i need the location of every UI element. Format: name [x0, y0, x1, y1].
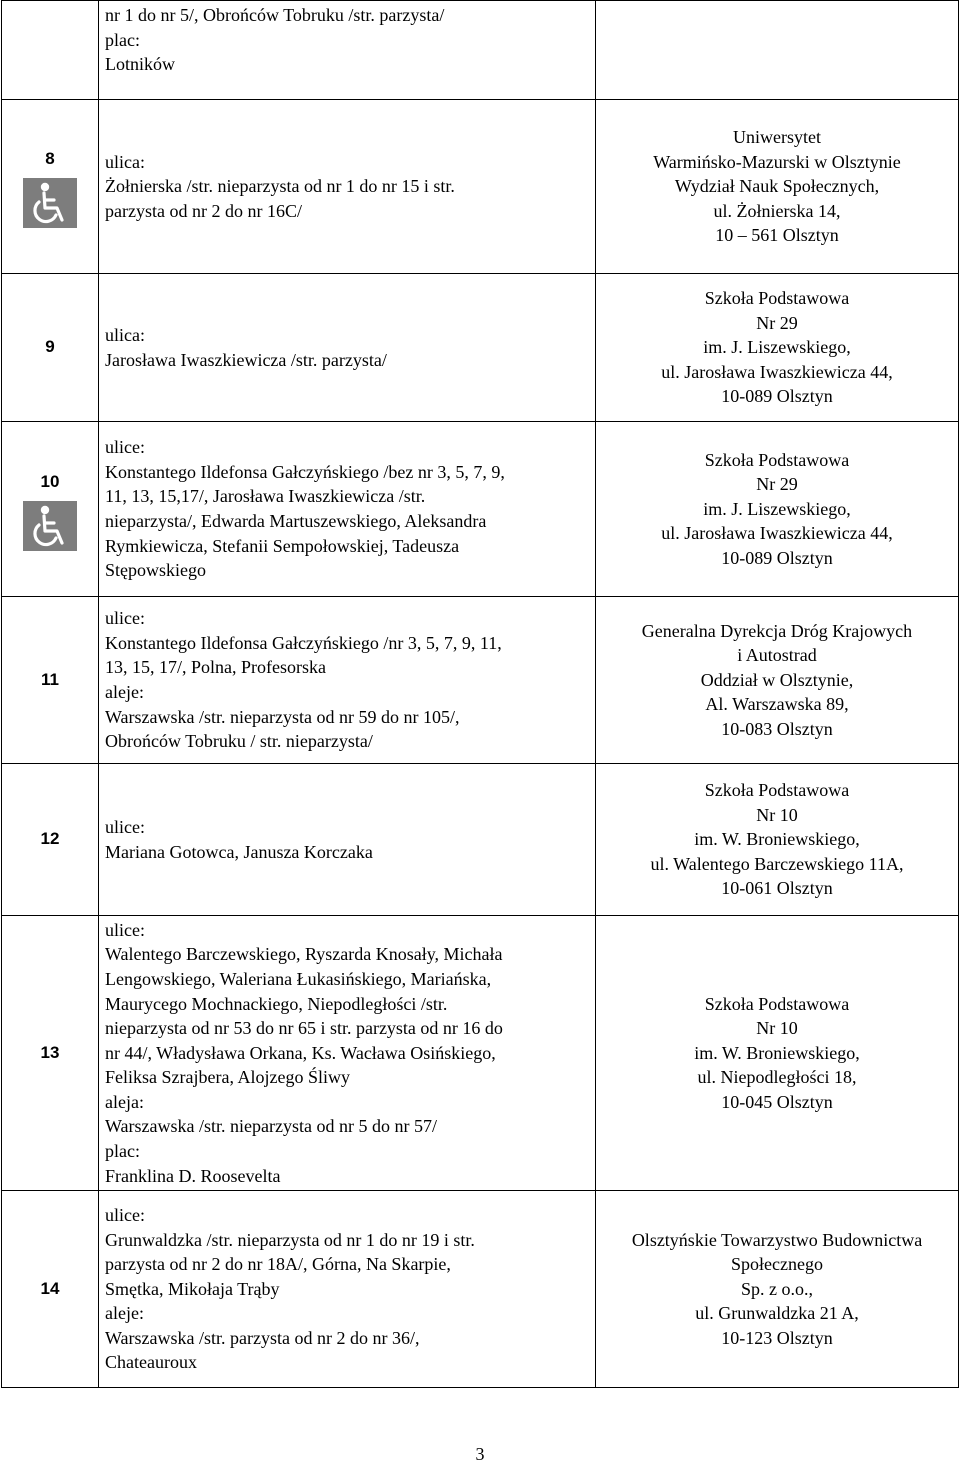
- polling-station-line: im. J. Liszewskiego,: [703, 498, 851, 519]
- street-line: ulica:: [105, 324, 145, 345]
- polling-station-line: Szkoła Podstawowa: [704, 993, 850, 1014]
- table-row: [2, 1191, 959, 1388]
- polling-station-line: Szkoła Podstawowa: [704, 780, 850, 801]
- table-row: [2, 274, 959, 422]
- district-number: 14: [40, 1278, 60, 1298]
- street-line: 11, 13, 15,17/, Jarosława Iwaszkiewicza /str.: [105, 486, 426, 507]
- street-line: Walentego Barczewskiego, Ryszarda Knosały, Michała: [105, 944, 503, 965]
- streets-cell: [99, 1191, 596, 1388]
- polling-station-line: Nr 10: [756, 1018, 798, 1039]
- street-line: Warszawska /str. parzysta od nr 2 do nr 36/,: [105, 1327, 420, 1348]
- polling-station-line: Nr 29: [756, 312, 798, 333]
- street-line: Smętka, Mikołaja Trąby: [105, 1278, 280, 1299]
- street-line: aleje:: [105, 682, 144, 702]
- streets-cell: [99, 1, 596, 100]
- street-line: plac:: [105, 29, 140, 50]
- street-line: ulice:: [105, 1204, 145, 1225]
- district-number-cell: [2, 764, 99, 916]
- street-line: Żołnierska /str. nieparzysta od nr 1 do nr 15 i str.: [105, 176, 455, 197]
- polling-station-line: ul. Grunwaldzka 21 A,: [695, 1303, 859, 1324]
- street-line: Maurycego Mochnackiego, Niepodległości /str.: [105, 993, 448, 1014]
- polling-station-line: Nr 10: [756, 804, 798, 825]
- street-line: 13, 15, 17/, Polna, Profesorska: [105, 657, 326, 678]
- polling-station-cell: [596, 1191, 959, 1388]
- polling-station-line: 10-083 Olsztyn: [721, 718, 833, 739]
- polling-station-line: Uniwersytet: [733, 127, 821, 148]
- district-number-cell: [2, 916, 99, 1191]
- street-line: Jarosława Iwaszkiewicza /str. parzysta/: [105, 349, 387, 370]
- table-row: [2, 422, 959, 597]
- street-line: parzysta od nr 2 do nr 18A/, Górna, Na Skarpie,: [105, 1254, 451, 1275]
- page-number: 3: [475, 1444, 485, 1464]
- district-number: 13: [40, 1042, 60, 1062]
- table-row: [2, 764, 959, 916]
- polling-station-line: 10 – 561 Olsztyn: [715, 225, 839, 246]
- streets-cell: [99, 422, 596, 597]
- polling-station-line: ul. Jarosława Iwaszkiewicza 44,: [661, 523, 893, 544]
- polling-station-line: Al. Warszawska 89,: [705, 694, 849, 715]
- street-line: ulice:: [105, 437, 145, 458]
- street-line: Stępowskiego: [105, 560, 206, 581]
- street-line: nr 44/, Władysława Orkana, Ks. Wacława Osińskiego,: [105, 1042, 496, 1063]
- wheelchair-icon: [23, 178, 77, 228]
- district-number-cell: [2, 1, 99, 100]
- polling-station-line: Olsztyńskie Towarzystwo Budownictwa: [631, 1229, 923, 1250]
- street-line: Franklina D. Roosevelta: [105, 1165, 281, 1186]
- street-line: aleja:: [105, 1091, 144, 1112]
- street-line: ulice:: [105, 816, 145, 837]
- polling-station-line: ul. Żołnierska 14,: [713, 200, 841, 221]
- polling-station-line: Wydział Nauk Społecznych,: [674, 176, 880, 197]
- polling-station-cell: [596, 916, 959, 1191]
- polling-station-cell: [596, 422, 959, 597]
- streets-cell: [99, 916, 596, 1191]
- polling-station-line: Generalna Dyrekcja Dróg Krajowych: [641, 620, 913, 641]
- polling-station-line: Nr 29: [756, 474, 798, 495]
- district-number: 9: [45, 337, 55, 357]
- table-row: [2, 597, 959, 764]
- street-line: parzysta od nr 2 do nr 16C/: [105, 200, 302, 221]
- wheelchair-icon: [23, 501, 77, 551]
- street-line: Warszawska /str. nieparzysta od nr 59 do nr 105/,: [105, 706, 460, 727]
- streets-cell: [99, 764, 596, 916]
- polling-station-line: ul. Walentego Barczewskiego 11A,: [650, 853, 904, 874]
- street-line: aleje:: [105, 1303, 144, 1324]
- district-number-cell: [2, 1191, 99, 1388]
- street-line: Konstantego Ildefonsa Gałczyńskiego /bez nr 3, 5, 7, 9,: [105, 461, 505, 482]
- polling-station-line: Społecznego: [731, 1254, 823, 1275]
- street-line: Rymkiewicza, Stefanii Sempołowskiej, Tadeusza: [105, 535, 460, 556]
- district-number: 8: [45, 149, 55, 169]
- street-line: Mariana Gotowca, Janusza Korczaka: [105, 841, 373, 862]
- polling-station-line: ul. Niepodległości 18,: [697, 1067, 857, 1088]
- street-line: nieparzysta/, Edwarda Martuszewskiego, Aleksandra: [105, 511, 487, 531]
- polling-station-line: 10-089 Olsztyn: [721, 386, 833, 407]
- streets-cell: [99, 597, 596, 764]
- street-line: Feliksa Szrajbera, Alojzego Śliwy: [105, 1067, 350, 1088]
- district-number-cell: [2, 597, 99, 764]
- district-number: 11: [41, 669, 59, 689]
- polling-station-cell: [596, 764, 959, 916]
- polling-station-line: Sp. z o.o.,: [741, 1278, 813, 1299]
- streets-cell: [99, 100, 596, 274]
- polling-station-line: ul. Jarosława Iwaszkiewicza 44,: [661, 361, 893, 382]
- street-line: Chateauroux: [105, 1352, 197, 1373]
- streets-cell: [99, 274, 596, 422]
- street-line: Konstantego Ildefonsa Gałczyńskiego /nr 3, 5, 7, 9, 11,: [105, 632, 502, 653]
- district-number-cell: [2, 100, 99, 274]
- polling-station-line: Oddział w Olsztynie,: [700, 669, 854, 690]
- polling-station-cell: [596, 597, 959, 764]
- polling-station-line: im. J. Liszewskiego,: [703, 337, 851, 358]
- polling-station-line: im. W. Broniewskiego,: [694, 829, 860, 850]
- polling-station-cell: [596, 100, 959, 274]
- street-line: nieparzysta od nr 53 do nr 65 i str. parzysta od nr 16 do: [105, 1018, 503, 1039]
- districts-table: [1, 0, 959, 1388]
- polling-station-line: i Autostrad: [737, 645, 817, 666]
- street-line: Lengowskiego, Waleriana Łukasińskiego, Mariańska,: [105, 968, 492, 989]
- street-line: ulice:: [105, 608, 145, 629]
- street-line: ulice:: [105, 919, 145, 940]
- table-row: [2, 100, 959, 274]
- district-number-cell: [2, 274, 99, 422]
- street-line: Warszawska /str. nieparzysta od nr 5 do nr 57/: [105, 1116, 437, 1137]
- district-number: 10: [40, 471, 60, 491]
- polling-station-line: 10-089 Olsztyn: [721, 547, 833, 568]
- street-line: Obrońców Tobruku / str. nieparzysta/: [105, 731, 373, 752]
- polling-station-line: 10-061 Olsztyn: [721, 878, 833, 899]
- polling-station-cell: [596, 1, 959, 100]
- street-line: Grunwaldzka /str. nieparzysta od nr 1 do nr 19 i str.: [105, 1229, 475, 1250]
- street-line: Lotników: [105, 54, 175, 75]
- polling-station-line: Szkoła Podstawowa: [704, 288, 850, 309]
- polling-station-cell: [596, 274, 959, 422]
- polling-station-line: 10-045 Olsztyn: [721, 1091, 833, 1112]
- district-number: 12: [40, 829, 60, 849]
- district-number-cell: [2, 422, 99, 597]
- polling-station-line: im. W. Broniewskiego,: [694, 1042, 860, 1063]
- polling-station-line: Warmińsko-Mazurski w Olsztynie: [653, 151, 901, 172]
- polling-station-line: 10-123 Olsztyn: [721, 1327, 833, 1348]
- table-row: [2, 1, 959, 100]
- street-line: plac:: [105, 1141, 140, 1162]
- table-row: [2, 916, 959, 1191]
- street-line: ulica:: [105, 151, 145, 172]
- polling-station-line: Szkoła Podstawowa: [704, 449, 850, 470]
- street-line: nr 1 do nr 5/, Obrońców Tobruku /str. parzysta/: [105, 5, 445, 25]
